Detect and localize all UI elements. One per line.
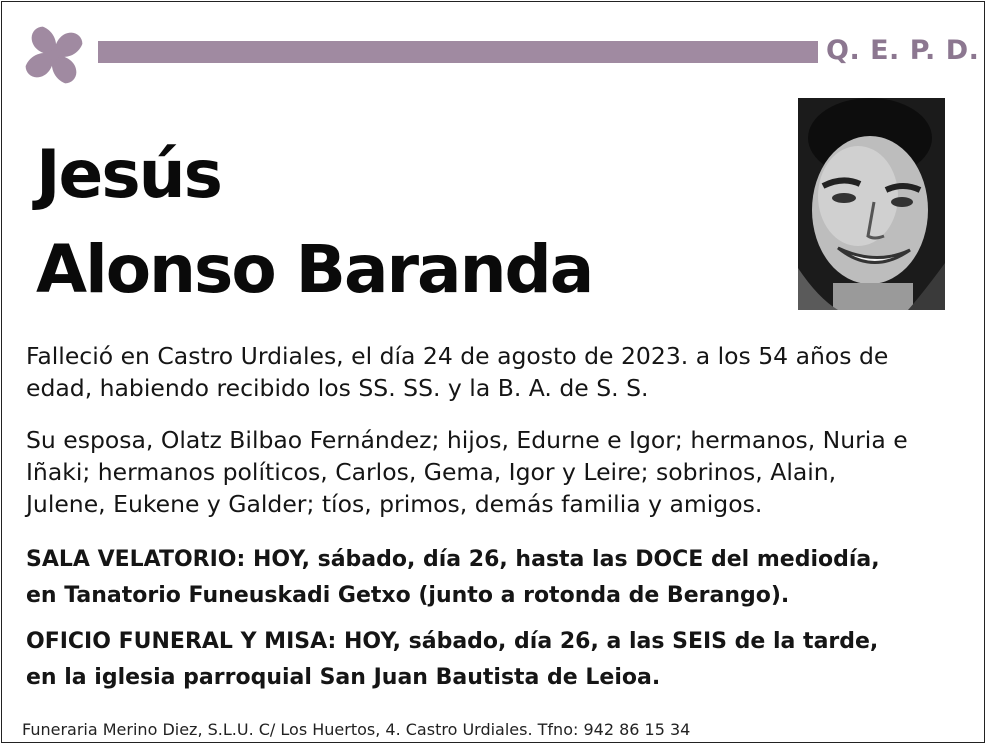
text-line: en la iglesia parroquial San Juan Bautista de Leioa. [26, 665, 661, 690]
family-paragraph [26, 424, 966, 520]
wake-paragraph [26, 542, 966, 614]
header-bar [98, 41, 818, 63]
lauburu-icon [11, 12, 97, 98]
qepd-heading: Q. E. P. D. [826, 35, 980, 66]
text-line: SALA VELATORIO: HOY, sábado, día 26, hasta las DOCE del mediodía, [26, 547, 880, 572]
death-notice-paragraph [26, 340, 966, 404]
deceased-photo [798, 98, 945, 310]
text-line: en Tanatorio Funeuskadi Getxo (junto a rotonda de Berango). [26, 583, 790, 608]
text-line: Iñaki; hermanos políticos, Carlos, Gema, Igor y Leire; sobrinos, Alain, [26, 458, 837, 486]
deceased-surnames: Alonso Baranda [36, 231, 593, 308]
obituary-card [1, 1, 985, 743]
funeral-home-footer: Funeraria Merino Diez, S.L.U. C/ Los Huertos, 4. Castro Urdiales. Tfno: 942 86 15 34 [22, 720, 691, 739]
portrait-image [798, 98, 945, 310]
text-line: Su esposa, Olatz Bilbao Fernández; hijos, Edurne e Igor; hermanos, Nuria e [26, 426, 908, 454]
funeral-paragraph [26, 624, 966, 696]
text-line: Julene, Eukene y Galder; tíos, primos, demás familia y amigos. [26, 490, 763, 518]
deceased-first-name: Jesús [36, 136, 221, 213]
text-line: OFICIO FUNERAL Y MISA: HOY, sábado, día 26, a las SEIS de la tarde, [26, 629, 879, 654]
text-line: Falleció en Castro Urdiales, el día 24 de agosto de 2023. a los 54 años de [26, 342, 889, 370]
text-line: edad, habiendo recibido los SS. SS. y la B. A. de S. S. [26, 374, 649, 402]
